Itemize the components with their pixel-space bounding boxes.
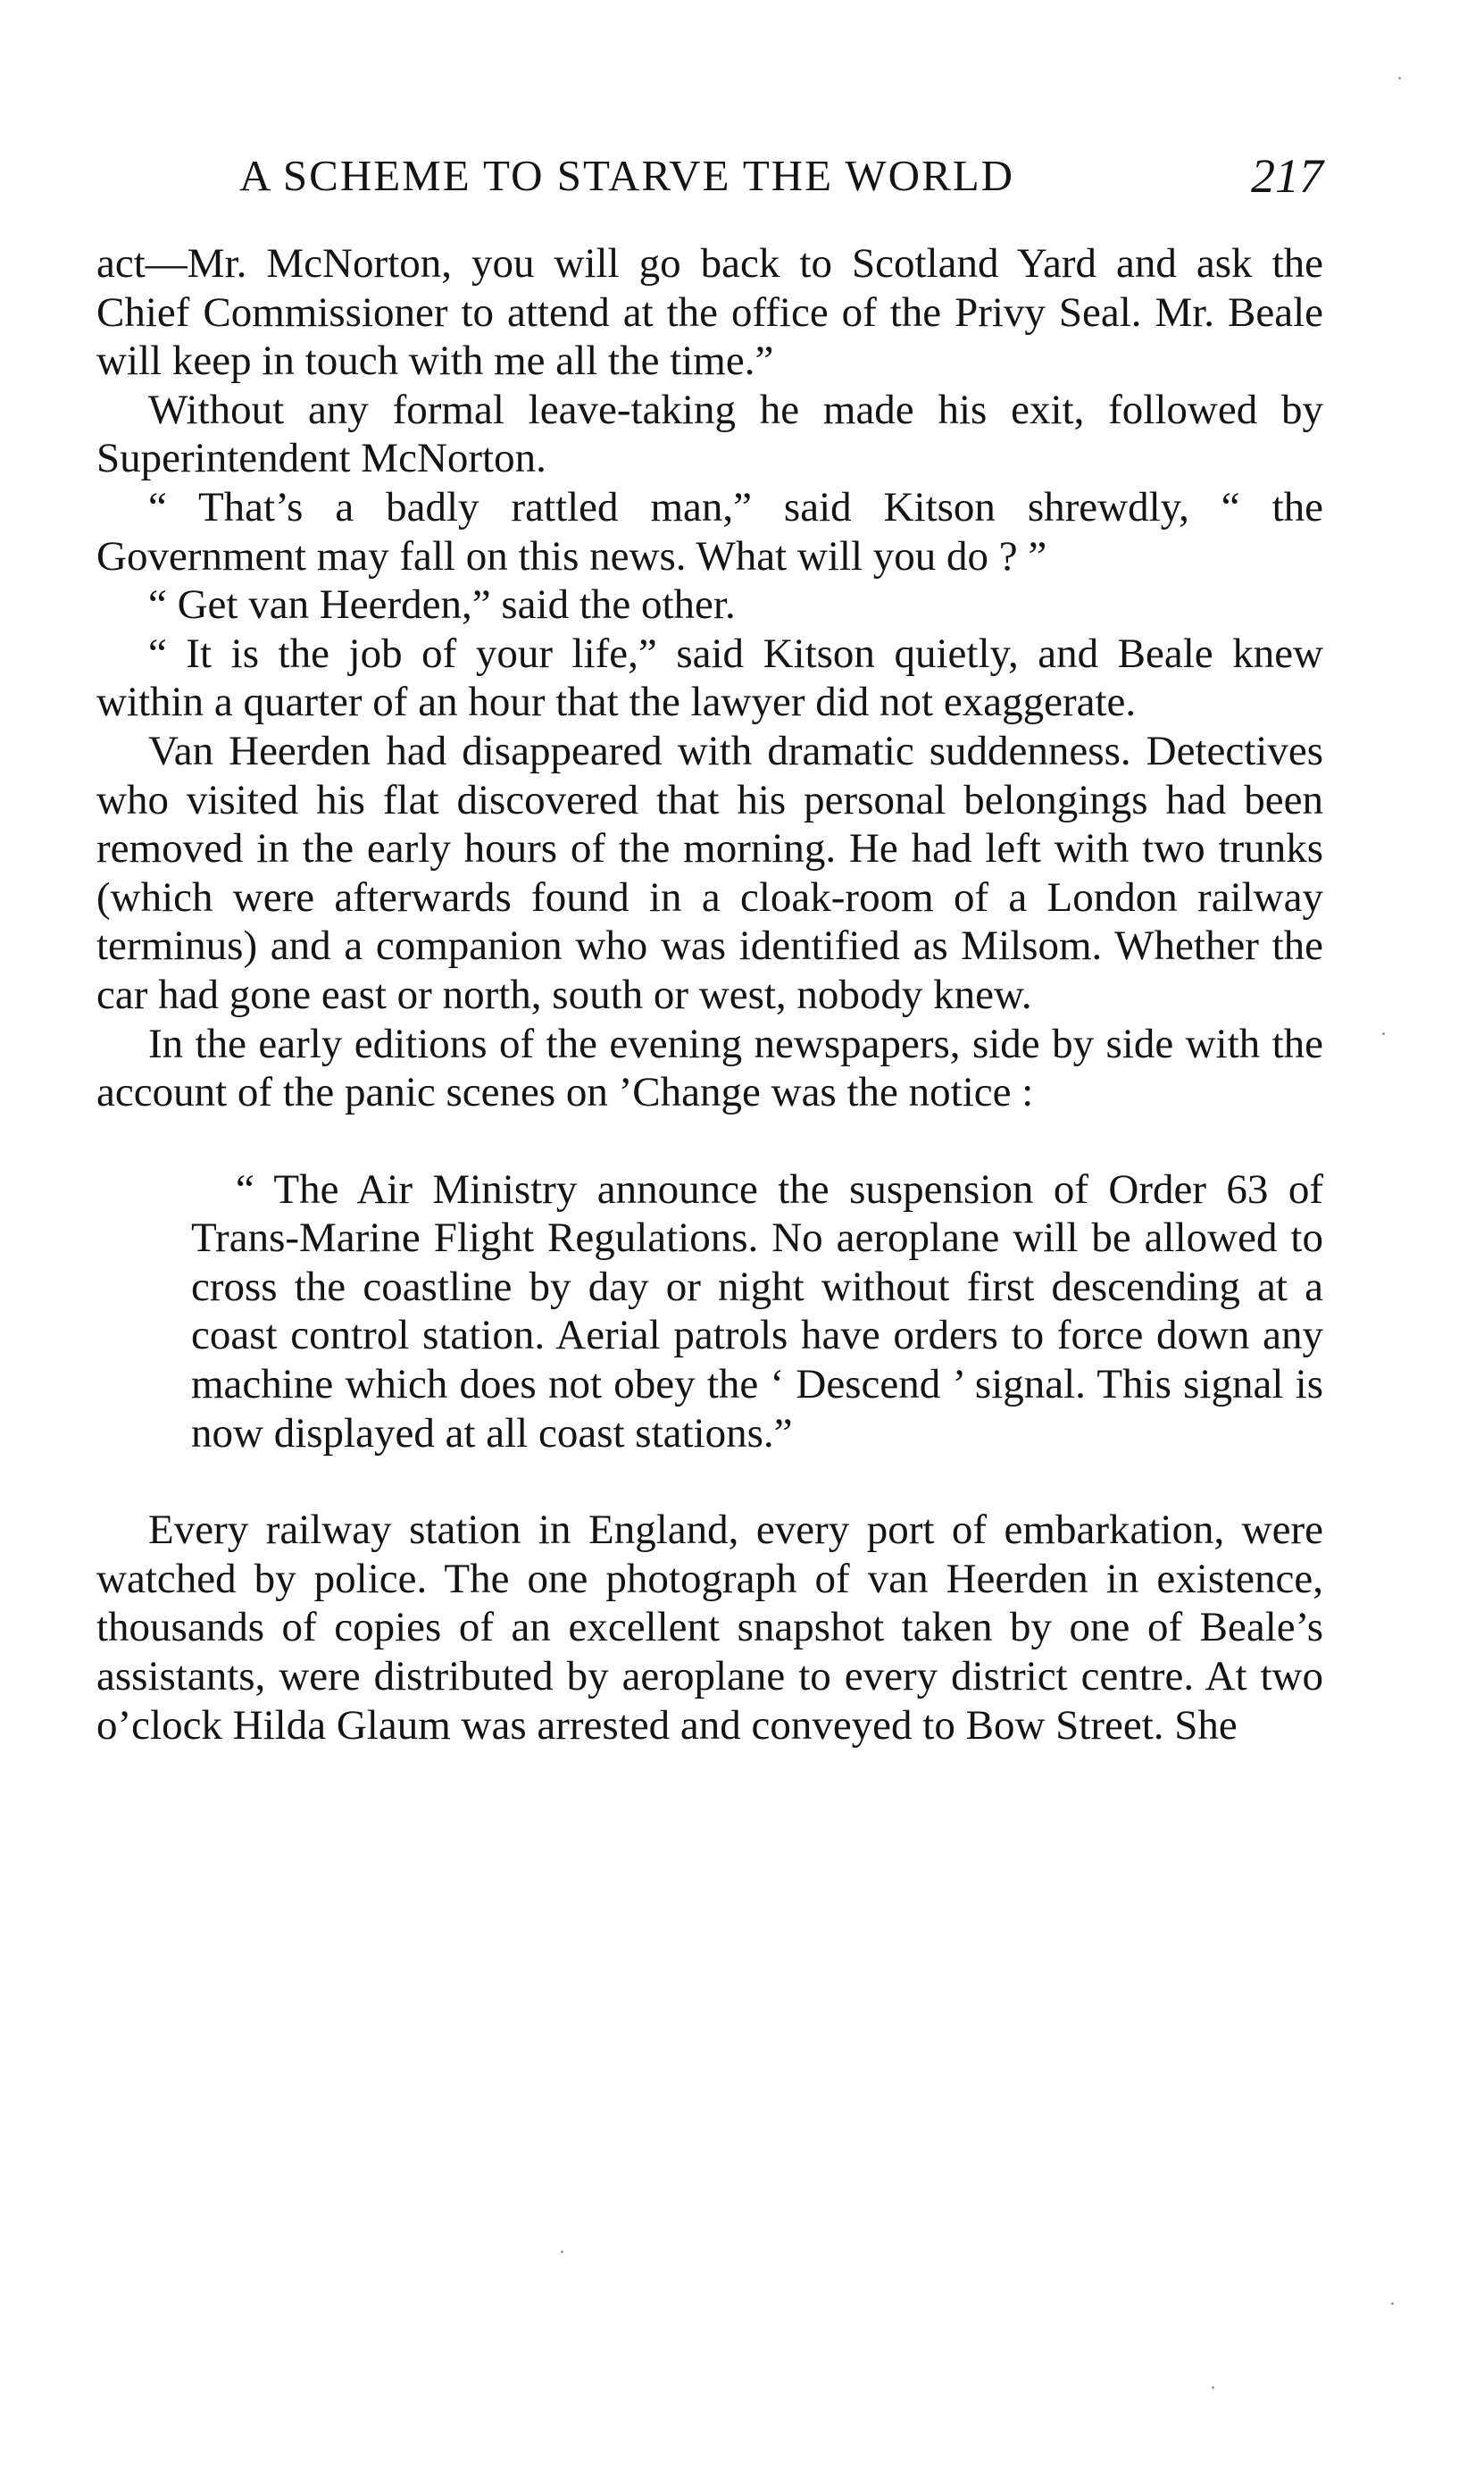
paragraph: In the early editions of the evening newspapers, side by side with the account of the panic scenes on ’Change was the notice :: [96, 1020, 1323, 1116]
scan-speck: [561, 2250, 563, 2253]
paragraph: “ Get van Heerden,” said the other.: [148, 581, 736, 629]
scan-speck: [1391, 2302, 1394, 2305]
paragraph: Van Heerden had disappeared with dramatic suddenness. Detectives who visited his flat discovered that his personal belongings had been removed in the early hours of the morning. He had left with two trunks (which were afterwards found in a cloak-room of a London railway terminus) and a companion who was identified as Milsom. Whether the car had gone east or north, south or west, nobody knew.: [96, 727, 1323, 1018]
block-quote: “ The Air Ministry announce the suspension of Order 63 of Trans-Marine Flight Regulations. No aeroplane will be allowed to cross the coastline by day or night without first descending at a coast control station. Aerial patrols have orders to force down any machine which does not obey the ‘ Descend ’ signal. This signal is now displayed at all coast stations.”: [191, 1165, 1323, 1457]
scan-speck: [1382, 1032, 1385, 1035]
scan-speck: [1212, 2386, 1214, 2389]
page-number: 217: [1251, 149, 1323, 203]
running-title: A SCHEME TO STARVE THE WORLD: [239, 151, 1015, 200]
body-text: [96, 239, 1323, 1749]
paragraph: “ That’s a badly rattled man,” said Kitson shrewdly, “ the Government may fall on this news. What will you do ? ”: [96, 483, 1323, 580]
paragraph: act—Mr. McNorton, you will go back to Scotland Yard and ask the Chief Commissioner to attend at the office of the Privy Seal. Mr. Beale will keep in touch with me all the time.”: [96, 240, 1323, 385]
scan-speck: [1398, 77, 1401, 79]
running-head: [96, 145, 1323, 207]
paragraph: “ It is the job of your life,” said Kitson quietly, and Beale knew within a quarter of an hour that the lawyer did not exaggerate.: [96, 630, 1323, 726]
paragraph: Every railway station in England, every port of embarkation, were watched by police. The one photograph of van Heerden in existence, thousands of copies of an excellent snapshot taken by one of Beale’s assistants, were distributed by aeroplane to every district centre. At two o’clock Hilda Glaum was arrested and conveyed to Bow Street. She: [96, 1507, 1323, 1749]
paragraph: Without any formal leave-taking he made his exit, followed by Superintendent McNorton.: [96, 386, 1323, 482]
